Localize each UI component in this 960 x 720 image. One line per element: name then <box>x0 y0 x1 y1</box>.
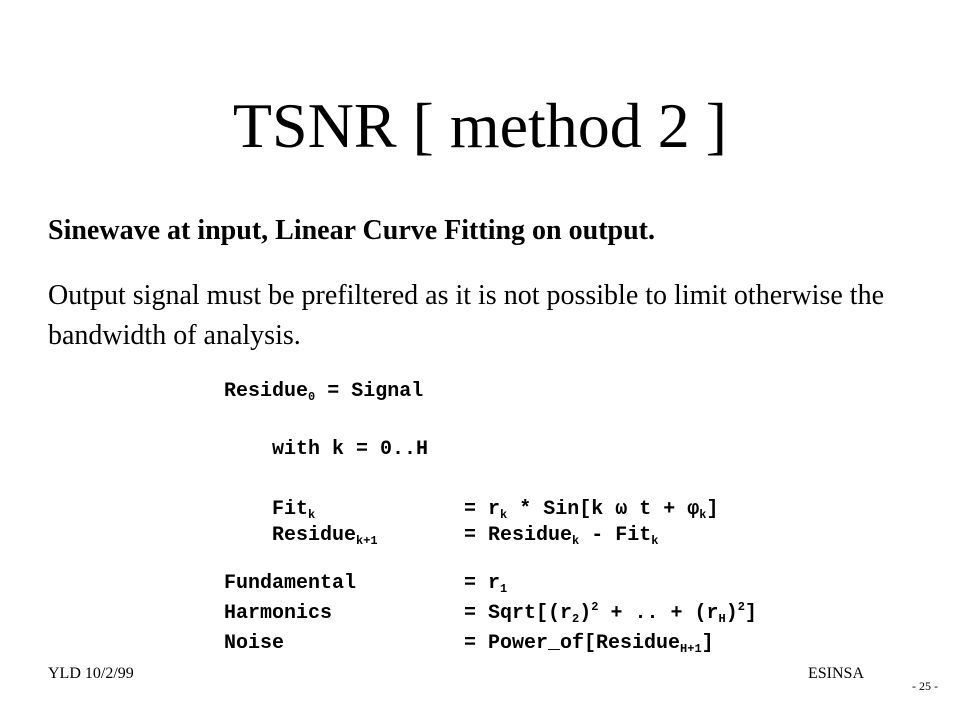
residue-k1-eq: = Residue <box>464 524 573 547</box>
formula-loop-range: with k = 0..H <box>272 438 429 461</box>
residue0-label: Residue <box>224 380 309 403</box>
fit-eq: = r <box>464 498 501 521</box>
fit-subscript: k <box>308 508 316 522</box>
residue-k-subscript: k <box>572 534 580 548</box>
slide-title: TSNR [ method 2 ] <box>232 90 728 161</box>
fundamental-subscript: 1 <box>500 582 508 596</box>
residue-k1-minus: - Fit <box>579 524 652 547</box>
harmonics-close: ] <box>744 602 757 625</box>
harmonics-sup2: 2 <box>737 600 745 614</box>
fit-mid: * Sin[k <box>507 498 616 521</box>
formula-residue-k1-expression <box>464 524 658 548</box>
fit-phi-subscript: k <box>699 508 707 522</box>
residue-k1-label: Residue <box>272 524 357 547</box>
footer-author-date: YLD 10/2/99 <box>48 665 134 682</box>
harmonics-rh-subscript: H <box>718 612 726 626</box>
footer-organization: ESINSA <box>808 665 865 682</box>
formula-fundamental-label: Fundamental <box>224 572 357 595</box>
fit-k-subscript: k <box>651 534 659 548</box>
slide-paragraph: Output signal must be prefiltered as it is not possible to limit otherwise the bandwidth of analysis. <box>48 280 884 351</box>
formula-fundamental-expression <box>464 572 507 596</box>
formula-noise-label: Noise <box>224 632 285 655</box>
harmonics-mid1: ) <box>579 602 592 625</box>
noise-subscript: H+1 <box>680 642 702 656</box>
page-number: - 25 - <box>912 679 938 693</box>
omega-symbol: ω <box>615 498 628 521</box>
harmonics-mid2: + .. + (r <box>598 602 719 625</box>
slide-subtitle: Sinewave at input, Linear Curve Fitting on output. <box>48 215 655 246</box>
fit-t: t + <box>627 498 688 521</box>
fit-r-subscript: k <box>500 508 508 522</box>
harmonics-mid3: ) <box>725 602 738 625</box>
formula-fit-expression <box>464 498 719 522</box>
harmonics-r2-subscript: 2 <box>572 612 580 626</box>
formula-residue-0 <box>224 380 423 404</box>
formula-harmonics-label: Harmonics <box>224 602 333 625</box>
noise-eq: = Power_of[Residue <box>464 632 681 655</box>
residue0-subscript: 0 <box>308 390 316 404</box>
harmonics-eq: = Sqrt[(r <box>464 602 573 625</box>
fundamental-eq: = r <box>464 572 501 595</box>
formula-harmonics-expression <box>464 602 757 626</box>
residue-k1-subscript: k+1 <box>356 534 378 548</box>
formula-residue-k1-label <box>272 524 378 548</box>
phi-symbol: φ <box>687 498 700 521</box>
fit-label: Fit <box>272 498 309 521</box>
formula-noise-expression <box>464 632 714 656</box>
noise-close: ] <box>701 632 714 655</box>
formula-fit-label <box>272 498 315 522</box>
residue0-value: = Signal <box>315 380 424 403</box>
fit-close: ] <box>706 498 719 521</box>
harmonics-sup1: 2 <box>591 600 599 614</box>
